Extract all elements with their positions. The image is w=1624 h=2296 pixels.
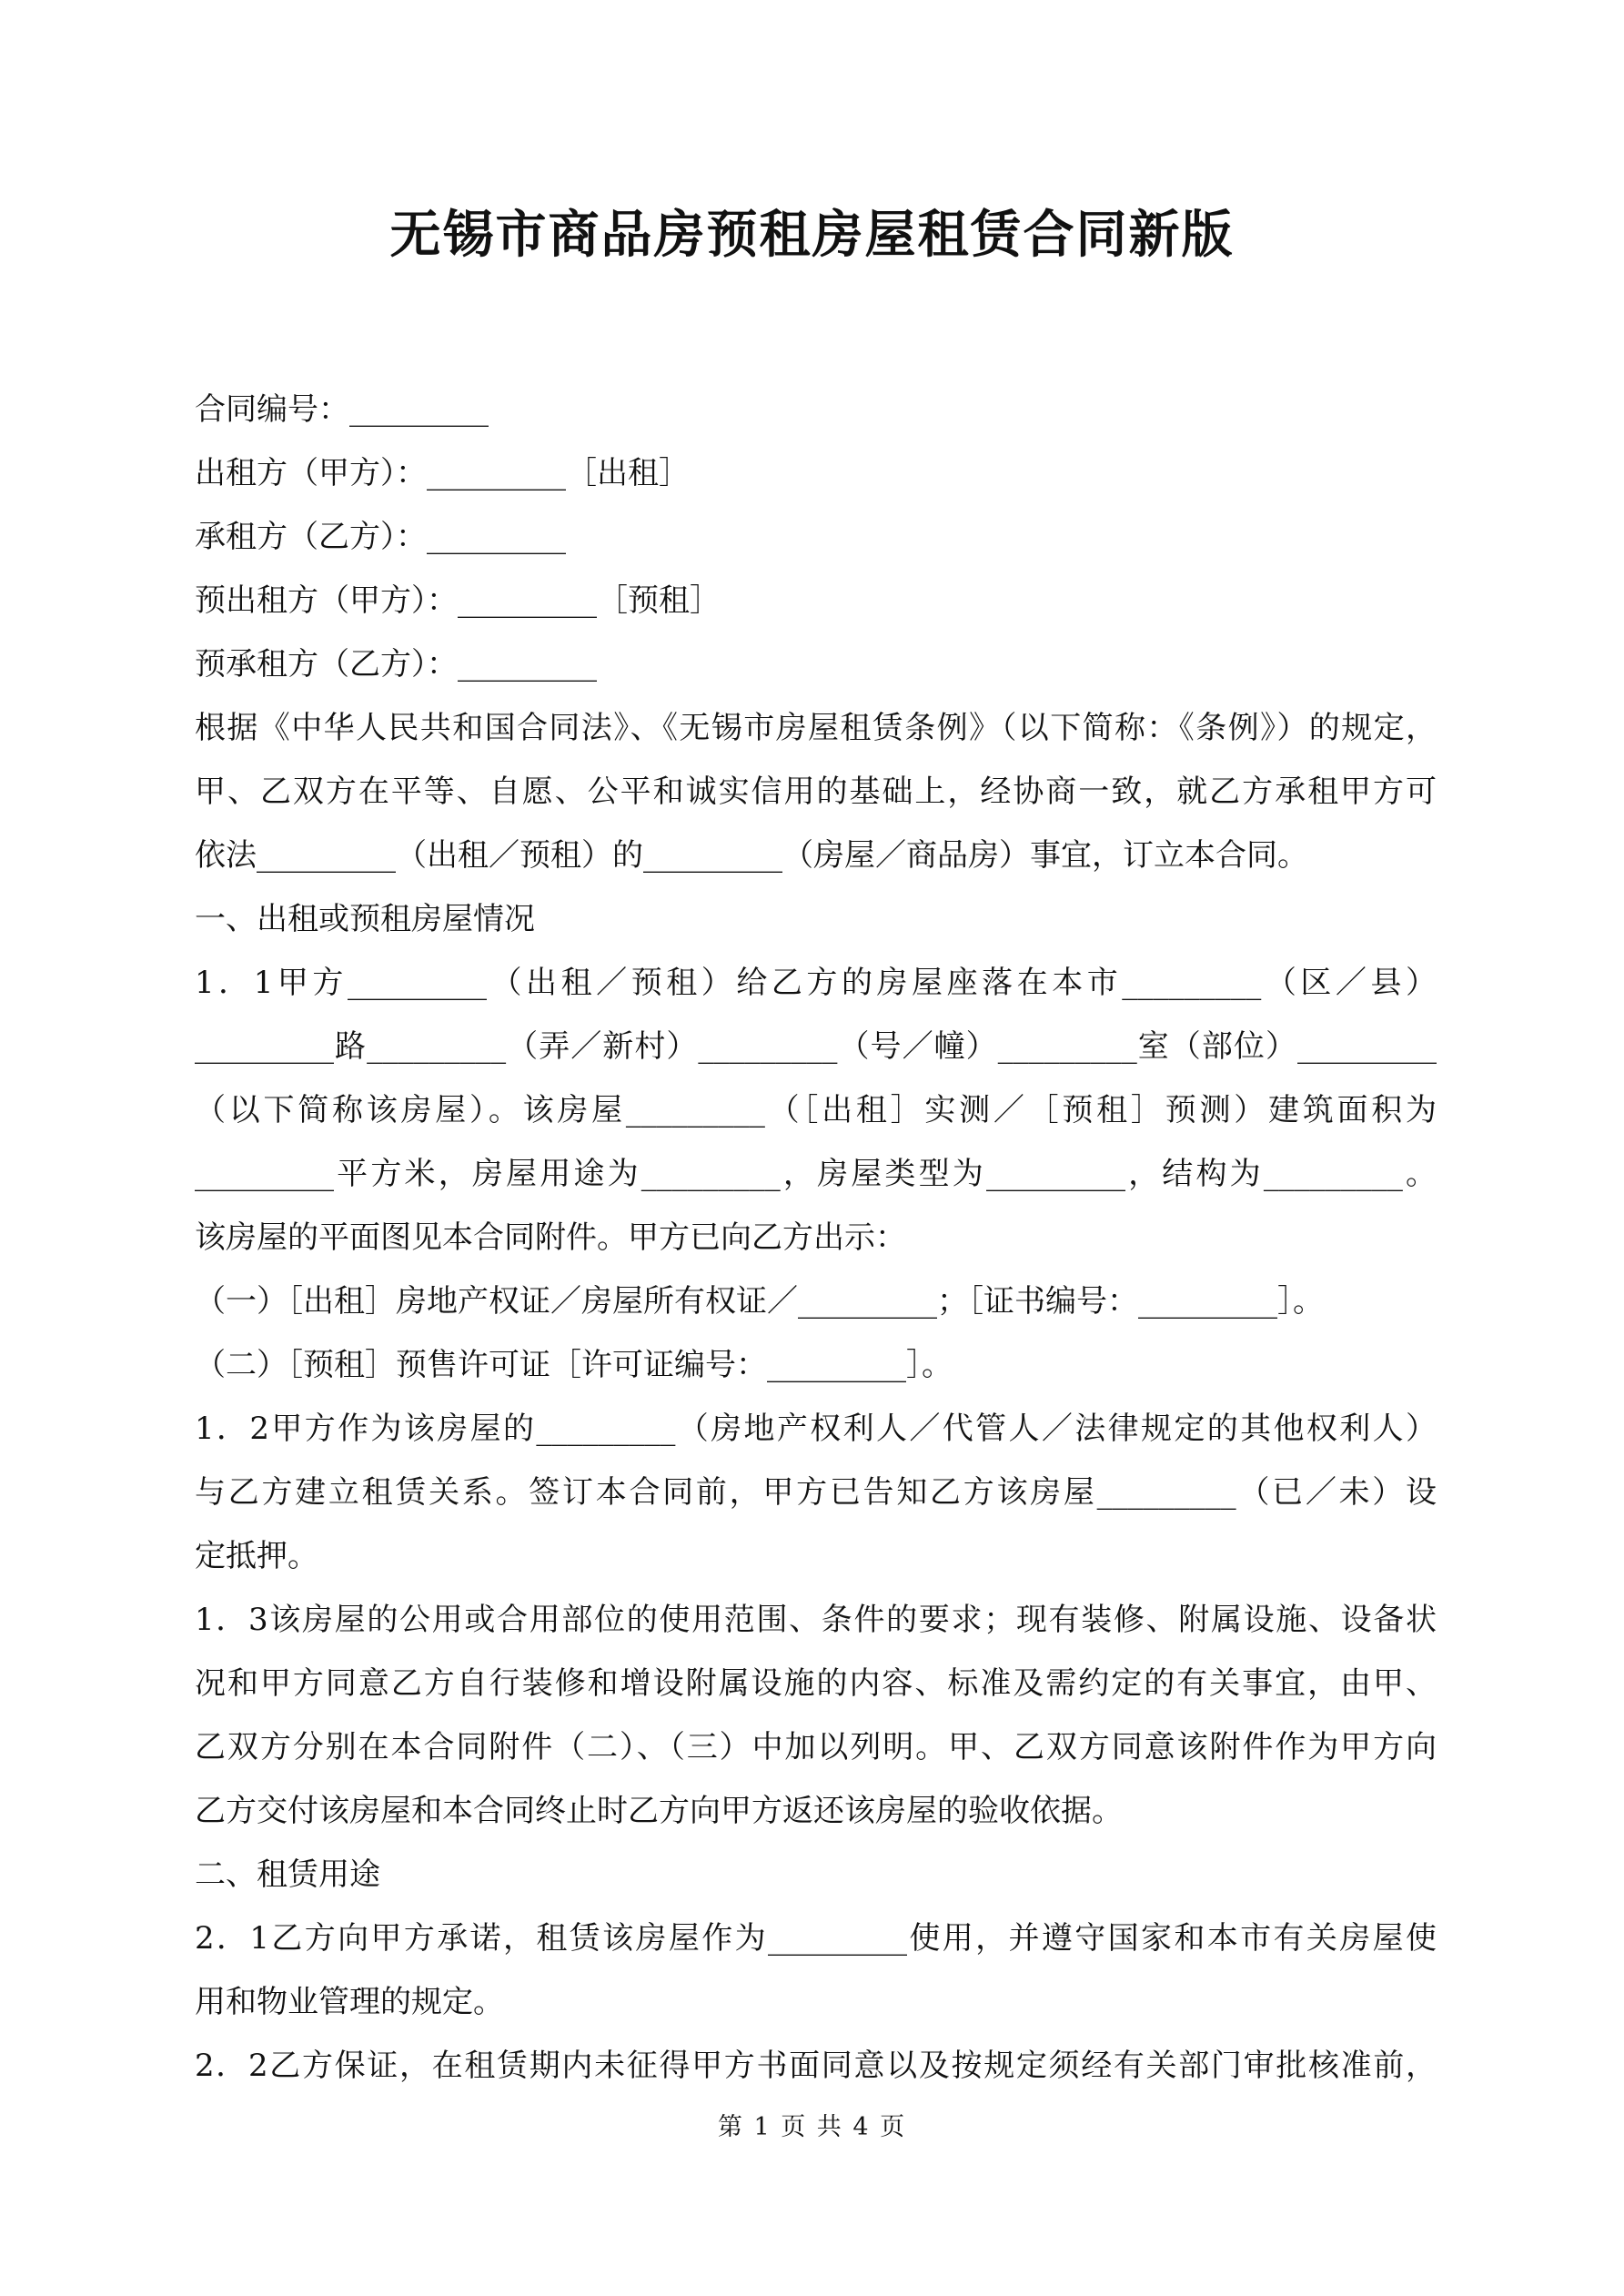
paragraph-line: _________平方米，房屋用途为_________，房屋类型为_________，结构为_________。 xyxy=(195,1156,1437,1192)
paragraph-line: 2．1乙方向甲方承诺，租赁该房屋作为_________使用，并遵守国家和本市有关房屋使 xyxy=(195,1920,1437,1957)
paragraph-line: 2．2乙方保证，在租赁期内未征得甲方书面同意以及按规定须经有关部门审批核准前， xyxy=(195,2048,1437,2084)
paragraph-line: （一）［出租］房地产权证／房屋所有权证／_________；［证书编号：_________］。 xyxy=(195,1283,1324,1320)
section-heading: 二、租赁用途 xyxy=(195,1856,380,1893)
contract-number-line: 合同编号：_________ xyxy=(195,391,489,428)
paragraph-line: 况和甲方同意乙方自行装修和增设附属设施的内容、标准及需约定的有关事宜，由甲、 xyxy=(195,1665,1437,1702)
paragraph-line: _________路_________（弄／新村）_________（号／幢）_________室（部位）_________ xyxy=(195,1028,1437,1065)
page-footer: 第 1 页 共 4 页 xyxy=(717,2113,907,2141)
paragraph-line: 定抵押。 xyxy=(195,1538,318,1574)
paragraph-line: 该房屋的平面图见本合同附件。甲方已向乙方出示： xyxy=(195,1219,906,1256)
paragraph-line: 乙方交付该房屋和本合同终止时乙方向甲方返还该房屋的验收依据。 xyxy=(195,1793,1123,1829)
paragraph-line: 与乙方建立租赁关系。签订本合同前，甲方已告知乙方该房屋_________（已／未）设 xyxy=(195,1474,1437,1511)
paragraph-line: 甲、乙双方在平等、自愿、公平和诚实信用的基础上，经协商一致，就乙方承租甲方可 xyxy=(195,774,1437,810)
lessor-line: 出租方（甲方）：_________［出租］ xyxy=(195,455,690,491)
section-heading: 一、出租或预租房屋情况 xyxy=(195,901,535,937)
paragraph-line: 1．3该房屋的公用或合用部位的使用范围、条件的要求；现有装修、附属设施、设备状 xyxy=(195,1602,1437,1638)
paragraph-line: 乙双方分别在本合同附件（二）、（三）中加以列明。甲、乙双方同意该附件作为甲方向 xyxy=(195,1729,1437,1765)
paragraph-line: 用和物业管理的规定。 xyxy=(195,1984,504,2020)
paragraph-line: 1．1甲方_________（出租／预租）给乙方的房屋座落在本市_________（区／县） xyxy=(195,965,1437,1001)
paragraph-line: 1．2甲方作为该房屋的_________（房地产权利人／代管人／法律规定的其他权利人） xyxy=(195,1411,1437,1447)
pre-lessor-line: 预出租方（甲方）：_________［预租］ xyxy=(195,582,721,619)
lessee-line: 承租方（乙方）：_________ xyxy=(195,519,566,555)
paragraph-line: 根据《中华人民共和国合同法》、《无锡市房屋租赁条例》（以下简称：《条例》）的规定， xyxy=(195,710,1437,746)
paragraph-line: 依法_________（出租／预租）的_________（房屋／商品房）事宜，订立本合同。 xyxy=(195,837,1308,874)
document-body xyxy=(195,378,1437,2098)
pre-lessee-line: 预承租方（乙方）：_________ xyxy=(195,646,597,683)
document-title: 无锡市商品房预租房屋租赁合同新版 xyxy=(389,205,1235,265)
paragraph-line: （二）［预租］预售许可证［许可证编号：_________］。 xyxy=(195,1347,953,1383)
paragraph-line: （以下简称该房屋）。该房屋_________（［出租］实测／［预租］预测）建筑面积为 xyxy=(195,1092,1437,1128)
